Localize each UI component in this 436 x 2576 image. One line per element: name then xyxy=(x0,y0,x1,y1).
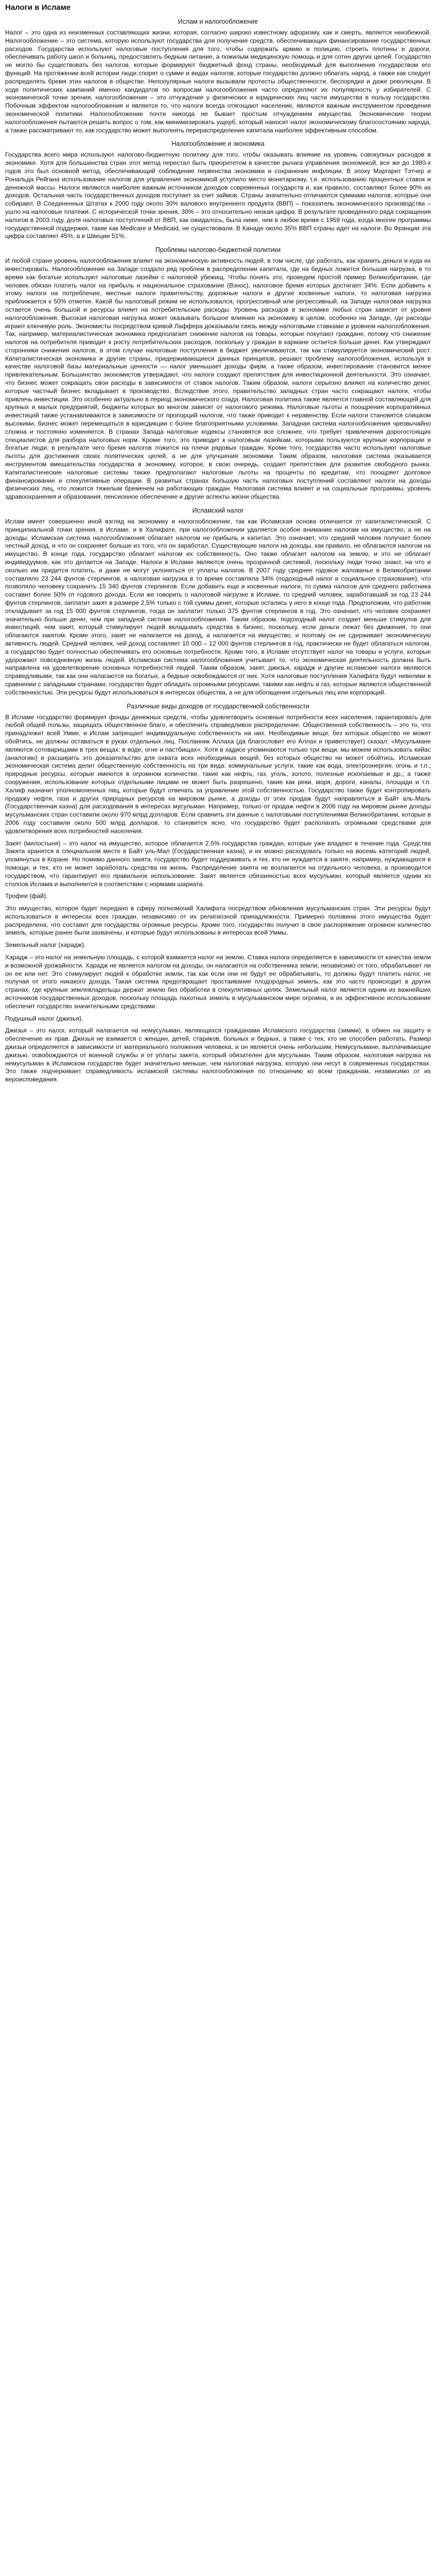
section-heading: Проблемы налогово-бюджетной политики xyxy=(155,246,281,254)
section-islamic-tax xyxy=(5,506,431,697)
paragraph: Налог – это одна из неизменных составляющих жизни, которая, согласно широко известному афоризму, как и смерть, является неизбежной. Налогообложение – это система, которую используют государства для получения средств, обеспечивающих финансирование государственных расходов. Государства используют налоговые поступления для того, чтобы содержать армию и полицию, строить плотины и дороги, обеспечивать работу школ и больниц, предоставлять бедным питание, а пожилым медицинскую помощь и для сотен других целей. Государство не могло бы существовать без налогов, которые формируют бюджетный фонд страны, необходимый для выполнения государством его функций. На протяжении всей истории люди спорят о сумме и видах налогов, которые государство должно облагать народ, а также как следует распределять бремя этих налогов в обществе. Непопулярные налоги вызывали протесты общественности, беспорядки и даже революции. В ходе политических кампаний именно кандидатов по вопросам налогообложения часто определяют их популярность у избирателей. С экономической точки зрения, налогообложение – это отчуждение у физических и юридических лиц части имущества в пользу государства. Побочным эффектом налогообложения и является то, что налоги всегда отягощают население, являются важным инструментом проведения экономической политики. Налогообложение почти никогда не бывает простым отчуждением имущества. Экономические теории налогообложения пытаются решить вопрос о том, как минимизировать ущерб, который наносит налог экономическому благосостоянию народа, а также рассматривают то, как государство может выполнять перераспределение капитала наиболее эффективным способом. xyxy=(5,29,431,134)
section-taxation-economy xyxy=(5,140,431,241)
section-heading: Различные виды доходов от государственной собственности xyxy=(127,702,309,710)
subheading-fay: Трофеи (фай). xyxy=(5,892,48,900)
page-title: Налоги в Исламе xyxy=(5,3,71,12)
paragraph: Ислам имеет совершенно иной взгляд на экономику и налогообложение, так как Исламская основа отличается от капиталистической. С принципиальной точки зрения, в Исламе, и в Халифате, при налогообложении удаляется особое внимание налогам на имущество, а не на доходы. Исламская система налогообложения облагает налогом не прибыль и капитал. Это означает, что средний человек получает более честный доход, и что он сохраняет больше из того, что он заработал. Существующие налоги на доходы, как правило, не облагаются налогом на имущество. В конце года, государство облагает налогом их собственность. Оно также облагает налогом на землю, и это не облагает индивидуумов, как это делается на Западе. Налоги в Исламе являются очень прозрачной системой, поскольку люди точно знают, на что и сколько им придется платить, и даже не могут уклоняться от уплаты налогов. В 2007 году среднее годовое жалованье в Великобритании составляло 23 244 фунтов стерлингов, а налоговая нагрузка в то время составляла 34% (подоходный налог и социальное страхование), что позволяло человеку сохранить 15 340 фунтов стерлингов. Если добавить еще и косвенные налоги, то сумма налогов для среднего работника составит более 50% от годового дохода. Если же говорить о налоговой нагрузке в Исламе, то средний человек, заработавший за год 23 244 фунтов стерлингов, заплатит закят в размере 2,5% только с той суммы денег, которые остались у него в конце года. Предположим, что работник откладывает за год 15 000 фунтов стерлингов, тогда он заплатит только 375 фунтов стерлингов в год. Это означает, что человек сохраняет значительно больше денег, чем при западной системе налогообложения. Таким образом, подоходный налог создает меньше стимулов для инвестиций, чем закят, который стимулирует людей вкладывать средства в бизнес, поскольку, если деньги лежат без движения, то они облагаются закятом. Кроме этого, закят не налагается на доход, а налагается на имущество, и поэтому он не сдерживает экономическую активность людей. Средний человек, чей доход составляет 10 000 – 12 000 фунтов стерлингов в год, практически не будет облагаться налогом, а государство будет полностью обеспечивать его основные потребности. Кроме того, в Исламе отсутствует налог на товары и услуги, которые удорожают повседневную жизнь людей. Исламская система налогообложения учитывает то, что экономическая деятельность должна быть направлена на удовлетворение основных потребностей людей. Таким образом, закят, джизья, харадж и другие исламские налоги являются справедливыми, так как они налагаются на богатых, а бедные освобождаются от них. Хотя налоговые поступления Халифата будут невелики в сравнении с западными странами, государство будет обладать огромными ресурсами, такими как нефть и газ, которые являются общественной собственностью. Эти ресурсы будут использоваться в интересах общества, а не для обогащения отдельных лиц или корпораций. xyxy=(5,518,431,696)
section-islam-taxation xyxy=(5,18,431,134)
paragraph: Государства всего мира используют налогово-бюджетную политику для того, чтобы оказывать влияние на уровень совокупных расходов в экономике. Хотя для большинства стран этот метод перестал быть приоритетом в качестве рычага управления экономикой, все же до 1980-х годов это был основной метод, обеспечивающий соблюдение первенства экономики и сохранение инфляции. В эпоху Маргарет Тэтчер и Рональда Рейгана использование налогов для управления экономикой уступило место монетаризму, т.е. использованию процентных ставок и денежной массы. Налоги являются наиболее важным источником доходов современных государств и, как правило, составляют более 90% их доходов. Остальная часть государственных доходов поступает за счет займов. Страны значительно отличаются суммами налогов, которые они собирают. В Соединенных Штатах к 2000 году около 30% валового внутреннего продукта (ВВП) – показатель экономического производства – ушло на налоговые платежи. С исторической точки зрения, 30% – это относительно низкая цифра. В результате проведенного ряда сокращения налогов в 2003 году, доля налоговых поступлений от ВВП, как ожидалось, была ниже, чем в любое время с 1959 года, когда многие программы государственной поддержки, такие как Medicare и Medicaid, не существовали. В Канаде около 35% ВВП страны идет на налоги. Во Франции эта цифра составляет 45%, а в Швеции 51%. xyxy=(5,151,431,240)
paragraph: В Исламе государство формирует фонды денежных средств, чтобы удовлетворить основные потребности всех населения, гарантировать для любой общей пользы, защищать общественное благо, и обеспечить справедливое распределение. Общественная собственность – это то, что принадлежит всей Умме, и Ислам запрещает индивидуальную собственность на них. Необходимые вещи, без которых общество не может обойтись, не должны оставаться в руках отдельных лиц. Посланник Аллаха (да благословит его Аллах и приветствует) сказал: «Мусульмане являются сотоварищами в трех вещах: в воде, огне и пастбищах». Хотя в хадисе упоминаются только три вещи, мы можем использовать кийас (аналогию) и расширить это доказательство для охвата всех необходимых вещей, без которых общество не может обойтись. Исламская экономическая система делит общественную собственность на три вида: коммунальные услуги, такие как вода, электроэнергия, огонь и т.п.; природные ресурсы, которые имеются в огромном количестве, такие как нефть, газ, уголь, золото, полезные ископаемые и др.; а также сооружения, использование которых отдельными лицами не может быть разрешено, такие как реки, моря, дороги, каналы, площади и т.п. Халиф назначит уполномоченных лиц, которые будут отвечать за управление этой собственностью. Государство также будет контролировать продажу нефти, газа и других природных ресурсов на мировом рынке, а доходы от этих продаж будут направляться в Байт аль-Маль (Государственная казна) для расходования в интересах мусульман. Например, только от продаж нефти в 2006 году на мировом рынке доходы мусульманских стран составили около 970 млрд долларов. Если сравнить эти данные с налоговыми поступлениями Великобритании, которые в 2006 году составили около 500 млрд долларов, то становится ясно, что государство будет располагать огромными средствами для удовлетворения всех потребностей населения. xyxy=(5,713,431,835)
paragraph: И любой стране уровень налогообложения влияет на экономическую активность людей, в том числе, где работать, как хранить деньги и куда их инвестировать. Налогообложение на Западе создало ряд проблем в распределении капитала, где на бедных ложится большая нагрузка, в то время как богатые используют налоговые лазейки с налоговой убежищ. Чтобы понять это, проведем простой пример Великобритании, где человек обязан платить налог на прибыль и национальное страхование (Взнос), налоговое бремя которых достигает 34%. Если добавить к этому налоги на потребление, местные налоги правительству, дорожные налоги и другие косвенные налоги, то налоговая нагрузка приближается к 50% отметке. Какой бы налоговый режим не использовался, прогрессивный или регрессивный, на Западе налоговая нагрузка остается очень большой и ресурсы влияет на потребительские расходы. Уровень расходов в экономике любых стран зависит от уровня налогообложения. Высокая налоговая нагрузка может оказывать большое влияние на экономику в целом, особенно на Западе, где расходы играют ключевую роль. Экономисты посредством кривой Лаффера доказывали связь между налоговыми ставками и уровнем налогообложения. Так, например, материалистическая экономика предполагает снижение налогов на товары, которые покупают граждане, потому что снижение налогов на потребителя приводит к росту потребительских расходов, поскольку у граждан в кармане остается больше денег. Как утверждают сторонники снижения налогов, в этом случае налоговые поступления в бюджет увеличиваются, так как стимулируется экономический рост. Капиталистическая экономика и другие страны, придерживающиеся данных принципов, решают проблему налогообложения, используя в качестве налоговой базы материальные ценности — налог уменьшает доходы фирм, а также образом, инвестирование становится менее привлекательным. Большинство экономистов утверждают, что налоги создают препятствия для инвестиционной деятельности. Это означает, что бизнес может сокращать свои расходы в зависимости от ставок налогов. Таким образом, налоги серьезно влияют на количество денег, которые частный бизнес вкладывает в производство. Вследствие этого, правительство западных стран часто сокращают налоги, чтобы привлечь инвестиции. Это особенно актуально в период экономического спада. Налоговая политика также является главной составляющей для крупных и малых предприятий, бюджеты которых во многом зависят от налогового режима. Налоговые льготы и поощрения корпоративных инвестиций также устанавливаются в зависимости от пропорций налогов, что также приводит к неравенству. Если налоги становятся слишком высокими, бизнес может перемещаться в юрисдикции с более благоприятными условиями. Западная система налогообложения чрезвычайно сложна и постоянно изменяется. В странах Запада налоговые кодексы становятся все сложнее, что требует привлечения дорогостоящих специалистов для разбора налоговых норм. Кроме того, это приводит к налоговым лазейкам, которыми пользуются крупные корпорации и богатые люди, в результате чего бремя налогов ложится на плечи рядовых граждан. Кроме того, государства часто используют налоговые льготы для достижения своих политических целей, а не для улучшения экономики. Таким образом, налоговая система оказывается инструментом вмешательства государства в экономику, которое, в свою очередь, создает препятствия для развития свободного рынка. Капиталистические налоговые системы также предполагают налоговые льготы на проценты по кредитам, что поощряет долговое финансирование и спекулятивные операции. В развитых странах большую часть налоговых поступлений составляют налоги на доходы физических лиц, что ложится тяжелым бременем на работающих граждан. Налоговая система влияет и на социальные программы, уровень здравоохранения и образования, пенсионное обеспечение и другие аспекты жизни общества. xyxy=(5,257,431,501)
paragraph-fay: Это имущество, которое будет передано в сферу полномочий Халифата посредством обновления мусульманских стран. Эти ресурсы будут использоваться в интересах всех граждан, независимо от их религиозной принадлежности. Примерно половина этого имущества будет распределена, что составит для государства огромные ресурсы. Кроме того, государство получит в свое распоряжение огромное количество земель, которые ранее были захвачены, и которые будут использованы в интересах всей Уммы. xyxy=(5,905,431,937)
subheading-jizya: Подушный налог (джизья). xyxy=(5,1014,83,1022)
section-tax-types xyxy=(5,840,431,1084)
section-heading: Исламский налог xyxy=(192,507,244,515)
paragraph-jizya: Джизья – это налог, который налагается на немусульман, являющихся гражданами Исламского государства (зимми), в обмен на защиту и обеспечение их прав. Джизья не взимается с женщин, детей, стариков, больных и бедных, а также с тех, кто не способен работать. Размер джизьи определяется в зависимости от материального положения человека, и он является очень небольшим. Немусульмане, выплачивающие джизью, освобождаются от военной службы и от уплаты закята, который обязателен для мусульман. Таким образом, налоговая нагрузка на немусульман в Исламском государстве будет значительно меньше, чем налоговая нагрузка, которую они несут в современных государствах. Это также подчеркивает справедливость исламской системы налогообложения по отношению ко всем гражданам, независимо от их вероисповедания. xyxy=(5,1027,431,1083)
section-heading: Налогообложение и экономика xyxy=(171,140,265,148)
section-heading: Ислам и налогообложение xyxy=(178,18,258,25)
paragraph-zakat: Закят (милостыня) – это налог на имущество, которое облагается 2,5% государства граждан, которые уже владеют в течение года. Средства Закята хранятся в специальном месте в Байт уль-Мал (Государственная казна), и их можно расходовать только на восемь категорий людей, упомянутых в Коране. Но помимо данного закята, государство будет поддерживать и тех, кто не нуждается в закяте, например, нуждающихся в помощи, и тех, кто не может заработать средства на жизнь. Распределение закята не возлагается на отдельного человека, а производится государством, что гарантирует его правильное использование. Закят является обязанностью всех мусульман, который является одним из столпов Ислама и выполняется в соответствии с нормами шариата. xyxy=(5,839,431,888)
subheading-kharaj: Земельный налог (харадж). xyxy=(5,941,86,949)
paragraph-kharaj: Харадж – это налог на земельную площадь, с которой взимается налог на землю. Ставка налога определяется в зависимости от качества земли и возможной урожайности. Харадж не является налогом на доходы, он налагается на собственника земли, независимо от того, обрабатывает ли он ее или нет. Это стимулирует людей к обработке земли, так как если они не будут ее обрабатывать, то должны будут платить налог, не получая от этого никакого дохода. Такая система предотвращает простаивание плодородных земель, как это часто происходит в других странах, где крупные землевладельцы держат землю без обработки в спекулятивных целях. Земельный налог является одним из важнейших источников государственных доходов, поскольку площадь пахотных земель в мусульманском мире огромна, и их эффективное использование обеспечит государство значительными средствами. xyxy=(5,954,431,1010)
section-fiscal-policy-problems xyxy=(5,246,431,501)
section-state-property-income xyxy=(5,702,431,836)
